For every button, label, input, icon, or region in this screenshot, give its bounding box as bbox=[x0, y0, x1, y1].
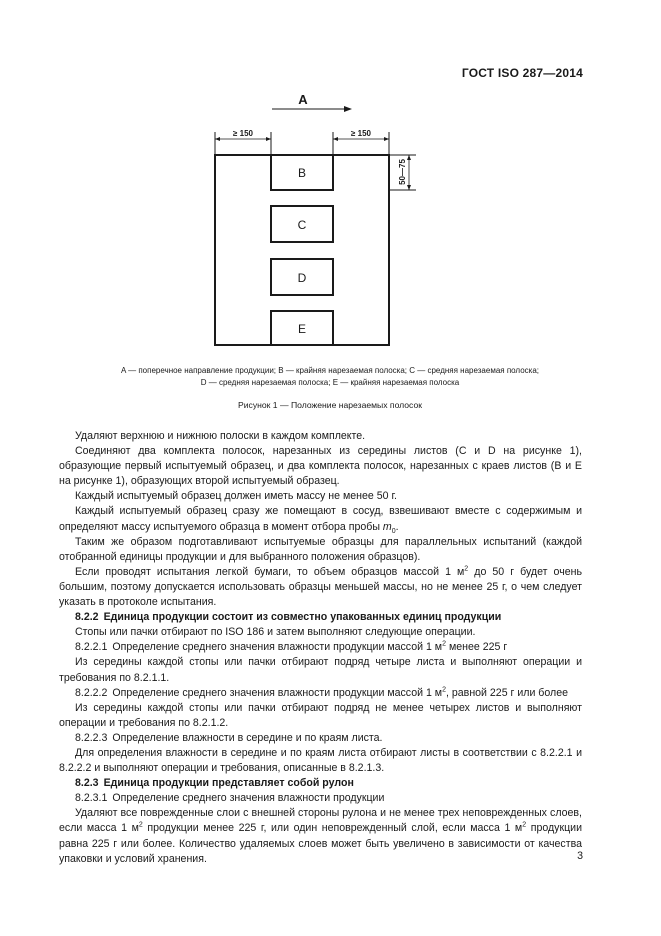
subscript-zero: 0 bbox=[391, 527, 396, 535]
figure-caption: Рисунок 1 — Положение нарезаемых полосок bbox=[238, 400, 422, 410]
strip-position-figure bbox=[0, 0, 661, 360]
paragraph: Из середины каждой стопы или пачки отбирают подряд четыре листа и выполняют операции и требования по 8.2.1.1. bbox=[59, 656, 582, 684]
strip-d-label: D bbox=[297, 271, 307, 285]
figure-legend-line-1: A — поперечное направление продукции; B — крайняя нарезаемая полоска; C — средняя нарезаемая полоска; bbox=[120, 366, 539, 375]
strip-c bbox=[271, 206, 333, 242]
subsection-8-2-3-1: 8.2.3.1 Определение среднего значения влажности продукции bbox=[75, 792, 385, 805]
dim-label-vertical: 50—75 bbox=[398, 159, 407, 185]
paragraph: Удаляют все поврежденные слои с внешней стороны рулона и не менее трех неповрежденных слоев, если масса 1 $м^2$ продукции менее 225 г, или один неповрежденный слой, если масса 1 $м^2$ продукции равна 225 г или более. Количество удаляемых слоев может быть увеличено в зависимости от качества упаковки и условий хранения. bbox=[59, 807, 583, 865]
subsection-8-2-2-1: 8.2.2.1 Определение среднего значения влажности продукции массой 1 $м^2$ менее 225 г bbox=[75, 640, 508, 654]
standard-header: ГОСТ ISO 287—2014 bbox=[461, 66, 583, 80]
subsection-8-2-2-3: 8.2.2.3 Определение влажности в середине и по краям листа. bbox=[75, 731, 383, 744]
dim-label-right: ≥ 150 bbox=[351, 129, 371, 138]
paragraph: Каждый испытуемый образец сразу же помещают в сосуд, взвешивают вместе с содержимым и определяют массу испытуемого образца в момент отбора пробы $m_0$. bbox=[59, 505, 582, 535]
paragraph: Удаляют верхнюю и нижнюю полоски в каждом комплекте. bbox=[75, 430, 366, 442]
body-text bbox=[59, 429, 582, 867]
paragraph: Каждый испытуемый образец должен иметь массу не менее 50 г. bbox=[75, 490, 397, 503]
strip-e bbox=[271, 311, 333, 345]
paragraph: Из середины каждой стопы или пачки отбирают подряд не менее четырех листов и выполняют операции и требования по 8.2.1.2. bbox=[59, 701, 582, 729]
arrow-label: A bbox=[298, 92, 308, 107]
paragraph: Для определения влажности в середине и по краям листа отбирают листы в соответствии с 8.2.2.1 и 8.2.2.2 и выполняют операции и требования, описанные в 8.2.1.3. bbox=[59, 746, 582, 775]
strip-e-label: E bbox=[297, 322, 307, 336]
strip-b bbox=[271, 155, 333, 190]
figure-legend-line-2: D — средняя нарезаемая полоска; E — крайняя нарезаемая полоска bbox=[200, 378, 460, 387]
direction-arrowhead bbox=[344, 106, 352, 112]
strip-b-label: B bbox=[297, 166, 307, 180]
section-heading-8-2-3: 8.2.3 Единица продукции представляет собой рулон bbox=[75, 777, 354, 790]
strip-d bbox=[271, 259, 333, 295]
page-number: 3 bbox=[577, 850, 583, 862]
symbol-m: m bbox=[382, 520, 392, 533]
subsection-8-2-2-2: 8.2.2.2 Определение среднего значения влажности продукции массой 1 $м^2$, равной 225 г или более bbox=[75, 686, 568, 699]
dim-label-left: ≥ 150 bbox=[233, 129, 253, 138]
paragraph: Стопы или пачки отбирают по ISO 186 и затем выполняют следующие операции. bbox=[75, 626, 476, 639]
paragraph: Если проводят испытания легкой бумаги, то объем образцов массой 1 $м^2$ до 50 г будет очень большим, поэтому допускается использовать образцы меньшей массы, но не менее 25 г, о чем следует указать в протоколе испытания. bbox=[59, 565, 582, 609]
paragraph: Соединяют два комплекта полосок, нарезанных из середины листов (C и D на рисунке 1), образующие первый испытуемый образец, и два комплекта полосок, нарезанных с краев листов (B и E на рисунке 1), образующих второй испытуемый образец. bbox=[59, 445, 582, 488]
sheet-outline bbox=[215, 155, 389, 345]
section-heading-8-2-2: 8.2.2 Единица продукции состоит из совместно упакованных единиц продукции bbox=[75, 611, 502, 624]
strip-c-label: C bbox=[297, 218, 307, 232]
paragraph: Таким же образом подготавливают испытуемые образцы для параллельных испытаний (каждой отобранной единицы продукции и для выбранного положения образцов). bbox=[59, 535, 582, 563]
